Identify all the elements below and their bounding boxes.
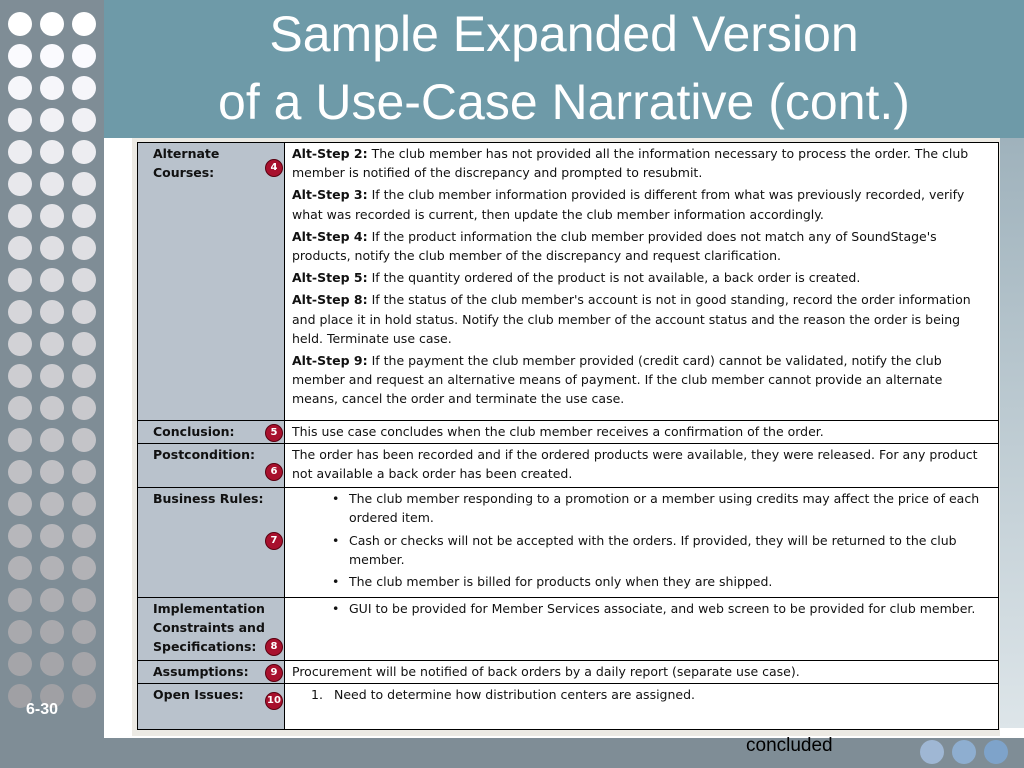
alt-step-9-label: Alt-Step 9: <box>292 353 368 369</box>
open-issue-text: Need to determine how distribution centers are assigned. <box>334 687 696 703</box>
content-cell-conclusion <box>285 421 999 444</box>
alt-step-3-text: If the club member information provided is different from what was previously recorded, verify what was recorded is current, then update the club member information accordingly. <box>292 187 965 222</box>
concluded-note: concluded <box>746 735 833 756</box>
slide-title-line-2: of a Use-Case Narrative (cont.) <box>218 74 910 130</box>
label-cell-business-rules <box>138 488 285 598</box>
bottom-dot <box>984 740 1008 764</box>
decor-dot <box>72 620 96 644</box>
decor-dot <box>8 12 32 36</box>
decor-dot <box>72 236 96 260</box>
decor-dot <box>40 172 64 196</box>
content-cell-alternate-courses <box>285 143 999 421</box>
table-row-assumptions <box>138 661 999 684</box>
implementation-item: • GUI to be provided for Member Services associate, and web screen to be provided for club member. <box>332 599 992 618</box>
alt-step-4-label: Alt-Step 4: <box>292 228 368 244</box>
decor-dot <box>72 108 96 132</box>
decor-dot <box>40 492 64 516</box>
decor-dot <box>8 396 32 420</box>
label-cell-postcondition <box>138 444 285 488</box>
assumptions-text: Procurement will be notified of back orders by a daily report (separate use case). <box>292 664 800 680</box>
decor-dot <box>8 236 32 260</box>
table-row-postcondition <box>138 444 999 488</box>
decor-dot <box>72 396 96 420</box>
alt-step-2-text: The club member has not provided all the information necessary to process the order. The club member is notified of the discrepancy and prompted to resubmit. <box>292 146 969 181</box>
decor-dot <box>72 364 96 388</box>
decor-dot <box>72 204 96 228</box>
callout-badge-6: 6 <box>265 463 283 481</box>
decor-dot <box>40 524 64 548</box>
label-cell-alternate-courses <box>138 143 285 421</box>
slide-title-line-1: Sample Expanded Version <box>269 6 859 62</box>
label-cell-open-issues <box>138 684 285 730</box>
open-issues-list <box>292 685 992 704</box>
business-rule-item: • The club member is billed for products only when they are shipped. <box>332 572 992 591</box>
label-implementation-line-2: Constraints and <box>153 620 265 636</box>
use-case-table <box>137 142 999 730</box>
decor-dot <box>40 396 64 420</box>
decor-dot <box>40 76 64 100</box>
decor-dot <box>8 268 32 292</box>
decor-dot <box>40 268 64 292</box>
decor-dot <box>40 204 64 228</box>
decor-dot <box>8 460 32 484</box>
decor-dot <box>72 524 96 548</box>
decor-dot <box>8 556 32 580</box>
alt-step-5-label: Alt-Step 5: <box>292 270 368 286</box>
decor-dot <box>72 172 96 196</box>
decor-dot <box>40 236 64 260</box>
label-cell-assumptions <box>138 661 285 684</box>
content-cell-open-issues <box>285 684 999 730</box>
label-open-issues: Open Issues: <box>153 687 244 703</box>
decor-dot <box>8 172 32 196</box>
callout-badge-4: 4 <box>265 159 283 177</box>
callout-badge-7: 7 <box>265 532 283 550</box>
alt-step-5 <box>292 268 992 287</box>
decor-dot <box>8 108 32 132</box>
decor-dot <box>40 140 64 164</box>
table-row-conclusion <box>138 421 999 444</box>
decor-dot <box>8 364 32 388</box>
decor-dot <box>8 428 32 452</box>
content-cell-postcondition <box>285 444 999 488</box>
label-alternate-line-2: Courses: <box>153 165 215 180</box>
decor-dot <box>72 300 96 324</box>
alt-step-8-text: If the status of the club member's account is not in good standing, record the order information and place it in hold status. Notify the club member of the account status and the reason the order is being held. Terminate use case. <box>292 292 971 346</box>
content-cell-business-rules <box>285 488 999 598</box>
open-issue-item <box>311 685 992 704</box>
table-row-open-issues <box>138 684 999 730</box>
alt-step-4 <box>292 227 992 265</box>
content-cell-assumptions <box>285 661 999 684</box>
decor-dot <box>72 460 96 484</box>
decor-dot <box>8 300 32 324</box>
callout-badge-5: 5 <box>265 424 283 442</box>
decor-dot <box>72 332 96 356</box>
slide-number: 6-30 <box>26 701 59 718</box>
decor-dot <box>40 556 64 580</box>
alt-step-4-text: If the product information the club member provided does not match any of SoundStage's products, notify the club member of the discrepancy and request clarification. <box>292 228 937 264</box>
decor-dot <box>72 44 96 68</box>
label-assumptions: Assumptions: <box>153 664 249 680</box>
decor-dot <box>72 652 96 676</box>
decor-dot <box>72 492 96 516</box>
alt-step-8 <box>292 290 992 348</box>
alt-step-2 <box>292 144 992 182</box>
label-implementation-line-1: Implementation <box>153 601 265 617</box>
open-issue-number: 1. <box>311 687 323 703</box>
label-conclusion: Conclusion: <box>153 424 235 439</box>
callout-badge-8: 8 <box>265 638 283 656</box>
alt-step-9-text: If the payment the club member provided (credit card) cannot be validated, notify the club member and request an alternative means of payment. If the club member cannot provide an alternate means, cancel the order and terminate the use case. <box>292 353 943 407</box>
decor-dot <box>40 588 64 612</box>
postcondition-text: The order has been recorded and if the ordered products were available, they were released. For any product not available a back order has been created. <box>292 447 978 482</box>
decor-dot <box>40 332 64 356</box>
decor-dot <box>40 652 64 676</box>
alt-step-2-label: Alt-Step 2: <box>292 146 368 161</box>
alt-step-5-text: If the quantity ordered of the product is not available, a back order is created. <box>371 270 861 286</box>
decor-dot <box>72 556 96 580</box>
label-cell-conclusion <box>138 421 285 444</box>
slide-title <box>104 0 1024 136</box>
decor-dot <box>8 332 32 356</box>
label-business-rules: Business Rules: <box>153 491 264 507</box>
alt-step-3 <box>292 185 992 223</box>
label-postcondition: Postcondition: <box>153 447 256 463</box>
label-cell-implementation <box>138 598 285 661</box>
decor-dot <box>8 524 32 548</box>
label-alternate-line-1: Alternate <box>153 146 220 161</box>
decor-dot <box>72 684 96 708</box>
business-rules-list <box>292 489 992 591</box>
decor-dot <box>72 588 96 612</box>
decor-dot <box>40 12 64 36</box>
decor-dot <box>8 204 32 228</box>
decor-dot <box>8 620 32 644</box>
conclusion-text: This use case concludes when the club member receives a confirmation of the order. <box>292 424 824 439</box>
bottom-dot <box>920 740 944 764</box>
decor-dot <box>8 76 32 100</box>
table-row-alternate-courses <box>138 143 999 421</box>
table-row-business-rules <box>138 488 999 598</box>
decor-dot <box>40 44 64 68</box>
table-row-implementation <box>138 598 999 661</box>
alt-step-3-label: Alt-Step 3: <box>292 187 368 203</box>
bottom-decor-bar <box>0 738 1024 768</box>
decor-dot <box>8 44 32 68</box>
decor-dot <box>40 108 64 132</box>
callout-badge-9: 9 <box>265 664 283 682</box>
decor-dot <box>8 652 32 676</box>
decor-dot <box>8 588 32 612</box>
decor-dot <box>8 140 32 164</box>
callout-badge-10: 10 <box>265 692 283 710</box>
decor-dot <box>72 76 96 100</box>
decor-dot <box>72 268 96 292</box>
decor-dot <box>40 300 64 324</box>
decor-dot <box>40 428 64 452</box>
right-decor-strip <box>1000 138 1024 728</box>
decor-dot <box>40 364 64 388</box>
decor-dot <box>72 428 96 452</box>
decor-dot <box>72 12 96 36</box>
alt-step-9 <box>292 351 992 409</box>
decor-dot <box>72 140 96 164</box>
label-implementation-line-3: Specifications: <box>153 639 257 655</box>
decor-dot <box>40 620 64 644</box>
business-rule-item: • Cash or checks will not be accepted with the orders. If provided, they will be returned to the club member. <box>332 531 992 569</box>
decor-dot <box>40 460 64 484</box>
bottom-dot <box>952 740 976 764</box>
implementation-list <box>292 599 992 618</box>
decor-dot <box>8 492 32 516</box>
business-rule-item: • The club member responding to a promotion or a member using credits may affect the price of each ordered item. <box>332 489 992 527</box>
alt-step-8-label: Alt-Step 8: <box>292 292 368 308</box>
content-cell-implementation <box>285 598 999 661</box>
